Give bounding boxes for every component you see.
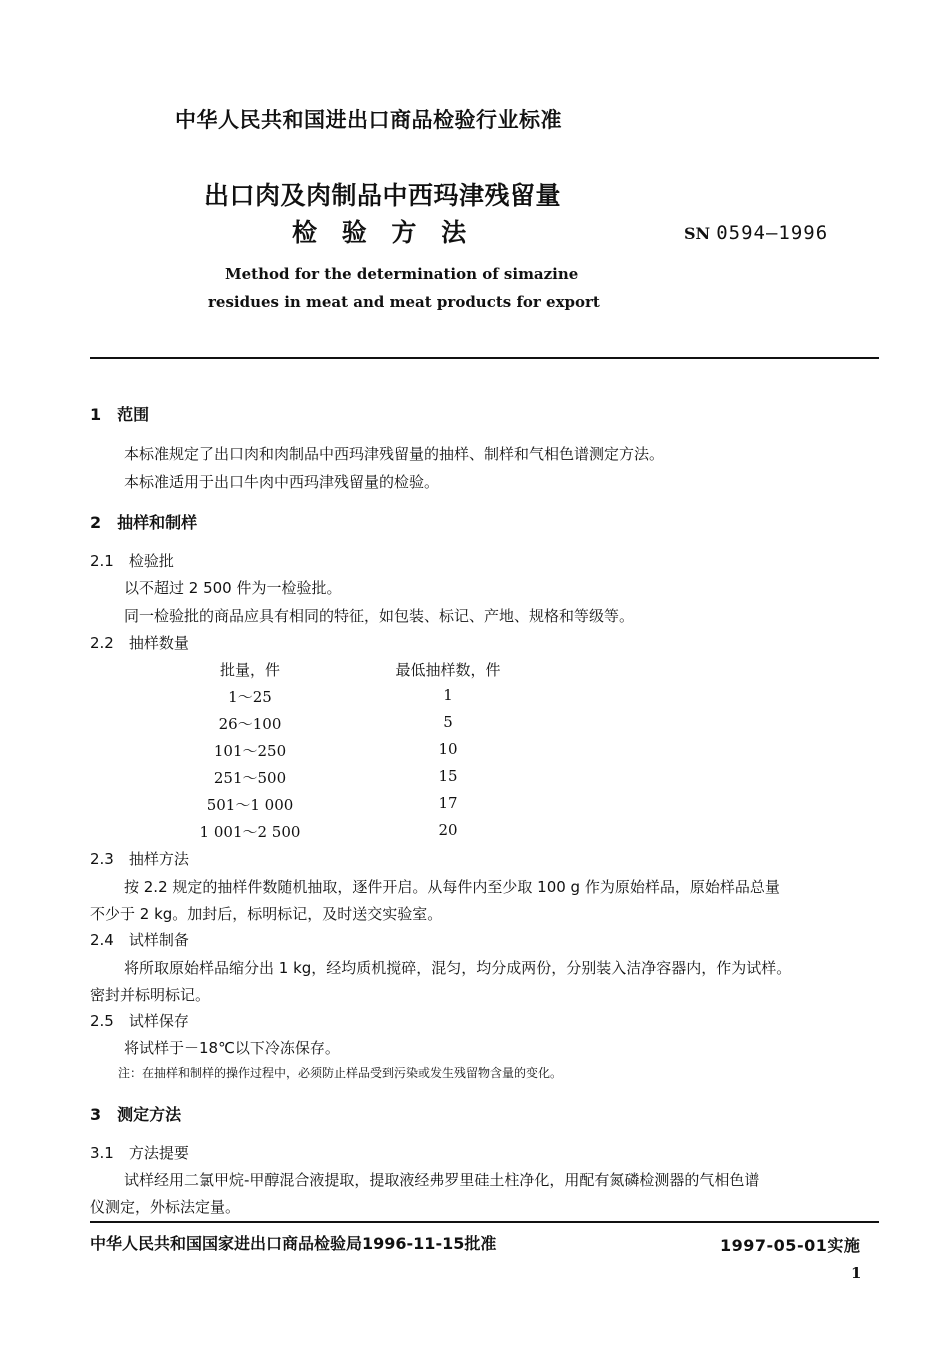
standard-code-number: 0594—1996 — [716, 222, 829, 244]
table-cell-min-samples: 1 — [443, 686, 453, 704]
header-divider — [90, 357, 879, 359]
table-header-min-samples: 最低抽样数，件 — [395, 661, 501, 679]
implementation-date: 1997-05-01实施 — [720, 1236, 861, 1255]
table-cell-min-samples: 17 — [438, 794, 458, 812]
section-2-3-paragraph-line1: 按 2.2 规定的抽样件数随机抽取，逐件开启。从每件内至少取 100 g 作为原始样品，原始样品总量 — [124, 878, 780, 896]
table-cell-lot-size: 1 001～2 500 — [199, 823, 301, 841]
section-2-heading: 2 抽样和制样 — [90, 513, 198, 532]
section-2-3-heading: 2.3 抽样方法 — [90, 850, 189, 868]
table-cell-lot-size: 1～25 — [228, 688, 272, 706]
section-1-paragraph-1: 本标准规定了出口肉和肉制品中西玛津残留量的抽样、制样和气相色谱测定方法。 — [124, 445, 665, 463]
section-3-1-heading: 3.1 方法提要 — [90, 1144, 189, 1162]
table-cell-lot-size: 501～1 000 — [206, 796, 294, 814]
section-2-1-paragraph-2: 同一检验批的商品应具有相同的特征，如包装、标记、产地、规格和等级等。 — [124, 607, 635, 625]
section-3-1-paragraph-line1: 试样经用二氯甲烷-甲醇混合液提取，提取液经弗罗里硅土柱净化，用配有氮磷检测器的气相色谱 — [124, 1171, 760, 1189]
section-2-1-paragraph-1: 以不超过 2 500 件为一检验批。 — [124, 579, 342, 597]
section-2-5-note: 注：在抽样和制样的操作过程中，必须防止样品受到污染或发生残留物含量的变化。 — [118, 1066, 563, 1080]
page-number: 1 — [851, 1264, 862, 1282]
section-2-4-heading: 2.4 试样制备 — [90, 931, 189, 949]
approval-statement: 中华人民共和国国家进出口商品检验局1996-11-15批准 — [90, 1234, 497, 1253]
section-2-5-heading: 2.5 试样保存 — [90, 1012, 189, 1030]
section-2-1-heading: 2.1 检验批 — [90, 552, 174, 570]
section-3-1-paragraph-line2: 仪测定，外标法定量。 — [90, 1198, 241, 1216]
table-cell-lot-size: 251～500 — [213, 769, 287, 787]
industry-standard-title: 中华人民共和国进出口商品检验行业标准 — [175, 108, 562, 132]
standard-code — [684, 222, 828, 244]
table-cell-min-samples: 20 — [438, 821, 458, 839]
standard-code-prefix: SN — [684, 224, 711, 243]
section-2-3-paragraph-line2: 不少于 2 kg。加封后，标明标记，及时送交实验室。 — [90, 905, 443, 923]
table-header-lot-size: 批量，件 — [219, 661, 280, 679]
table-cell-lot-size: 101～250 — [213, 742, 287, 760]
english-title-line1: Method for the determination of simazine — [225, 265, 579, 283]
section-2-5-paragraph: 将试样于－18℃以下冷冻保存。 — [124, 1039, 340, 1057]
section-2-2-heading: 2.2 抽样数量 — [90, 634, 189, 652]
footer-divider — [90, 1221, 879, 1223]
document-title-line2: 检 验 方 法 — [292, 218, 475, 247]
section-2-4-paragraph-line2: 密封并标明标记。 — [90, 986, 211, 1004]
section-1-heading: 1 范围 — [90, 405, 150, 424]
document-title-line1: 出口肉及肉制品中西玛津残留量 — [204, 181, 562, 210]
table-cell-min-samples: 15 — [438, 767, 458, 785]
section-3-heading: 3 测定方法 — [90, 1105, 182, 1124]
table-cell-min-samples: 5 — [443, 713, 453, 731]
english-title-line2: residues in meat and meat products for export — [208, 293, 600, 311]
table-cell-min-samples: 10 — [438, 740, 458, 758]
section-2-4-paragraph-line1: 将所取原始样品缩分出 1 kg，经均质机搅碎，混匀，均分成两份，分别装入洁净容器内，作为试样。 — [124, 959, 792, 977]
table-cell-lot-size: 26～100 — [218, 715, 282, 733]
section-1-paragraph-2: 本标准适用于出口牛肉中西玛津残留量的检验。 — [124, 473, 440, 491]
